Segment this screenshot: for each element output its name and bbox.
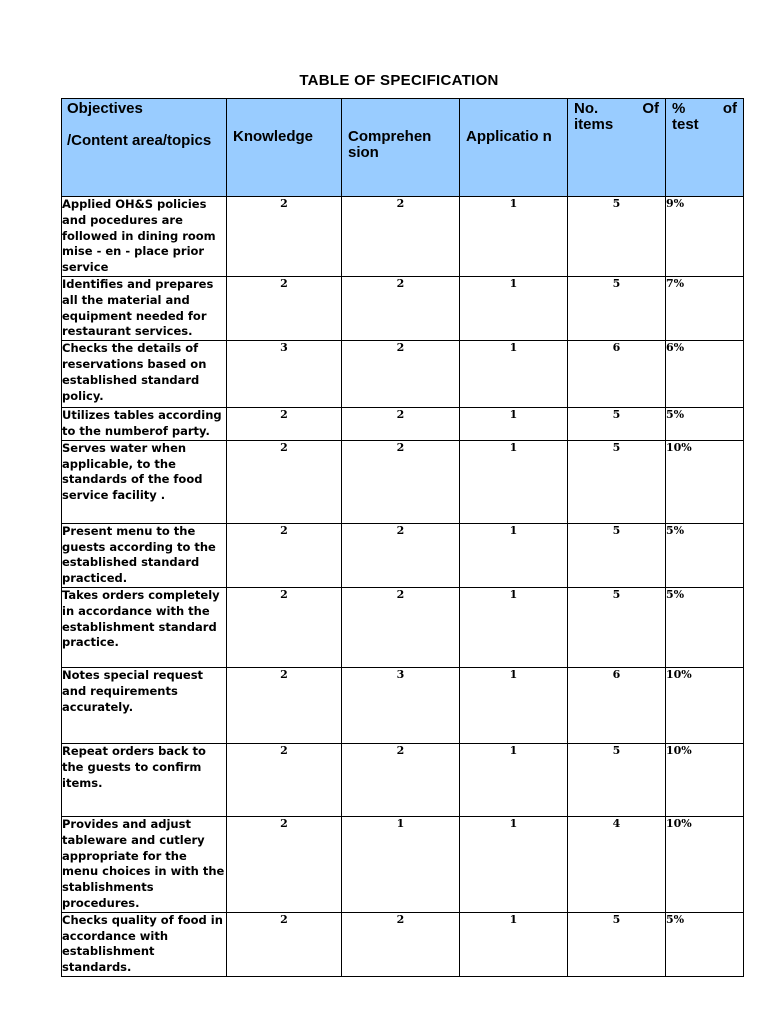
- application-cell: 1: [460, 743, 568, 816]
- percent-cell: 5%: [666, 587, 744, 667]
- comprehension-cell: 2: [342, 408, 460, 441]
- items-cell: 5: [568, 276, 666, 340]
- table-row: [62, 440, 744, 523]
- comprehension-cell: 2: [342, 341, 460, 408]
- header-no-of-items: [568, 99, 666, 197]
- application-cell: 1: [460, 276, 568, 340]
- knowledge-cell: 3: [227, 341, 342, 408]
- application-cell: 1: [460, 587, 568, 667]
- objective-cell: Checks quality of food in accordance with establishment standards.: [62, 912, 227, 976]
- items-cell: 5: [568, 523, 666, 587]
- percent-cell: 10%: [666, 816, 744, 912]
- items-cell: 5: [568, 197, 666, 277]
- application-cell: 1: [460, 523, 568, 587]
- comprehension-cell: 2: [342, 276, 460, 340]
- knowledge-cell: 2: [227, 440, 342, 523]
- header-knowledge: Knowledge: [227, 99, 342, 197]
- comprehension-cell: 2: [342, 197, 460, 277]
- percent-cell: 10%: [666, 743, 744, 816]
- knowledge-cell: 2: [227, 743, 342, 816]
- page-title: TABLE OF SPECIFICATION: [299, 72, 499, 89]
- header-row: [62, 99, 744, 197]
- percent-cell: 9%: [666, 197, 744, 277]
- comprehension-cell: 1: [342, 816, 460, 912]
- percent-cell: 5%: [666, 408, 744, 441]
- objective-cell: Present menu to the guests according to the established standard practiced.: [62, 523, 227, 587]
- application-cell: 1: [460, 816, 568, 912]
- header-objectives-line2: /Content area/topics: [67, 132, 212, 149]
- application-cell: 1: [460, 197, 568, 277]
- items-cell: 5: [568, 587, 666, 667]
- table-row: [62, 523, 744, 587]
- items-cell: 5: [568, 743, 666, 816]
- table-row: [62, 912, 744, 976]
- percent-cell: 10%: [666, 667, 744, 743]
- objective-cell: Checks the details of reservations based on established standard policy.: [62, 341, 227, 408]
- objective-cell: Provides and adjust tableware and cutlery appropriate for the menu choices in with the stablishments procedures.: [62, 816, 227, 912]
- items-cell: 5: [568, 440, 666, 523]
- comprehension-cell: 3: [342, 667, 460, 743]
- application-cell: 1: [460, 408, 568, 441]
- header-pct-c: test: [672, 116, 699, 133]
- objective-cell: Identifies and prepares all the material and equipment needed for restaurant services.: [62, 276, 227, 340]
- table-row: [62, 276, 744, 340]
- percent-cell: 5%: [666, 523, 744, 587]
- header-comprehension: Comprehen sion: [342, 99, 460, 197]
- knowledge-cell: 2: [227, 667, 342, 743]
- comprehension-cell: 2: [342, 523, 460, 587]
- knowledge-cell: 2: [227, 276, 342, 340]
- items-cell: 6: [568, 667, 666, 743]
- percent-cell: 6%: [666, 341, 744, 408]
- application-cell: 1: [460, 440, 568, 523]
- percent-cell: 10%: [666, 440, 744, 523]
- header-pct-a: %: [672, 100, 686, 117]
- knowledge-cell: 2: [227, 197, 342, 277]
- application-cell: 1: [460, 912, 568, 976]
- table-row: [62, 667, 744, 743]
- header-objectives: [62, 99, 227, 197]
- knowledge-cell: 2: [227, 816, 342, 912]
- table-row: [62, 816, 744, 912]
- header-percent-of-test: [666, 99, 744, 197]
- header-pct-b: of: [722, 100, 737, 117]
- header-objectives-line1: Objectives: [67, 100, 143, 117]
- header-items-c: items: [574, 116, 614, 133]
- items-cell: 6: [568, 341, 666, 408]
- objective-cell: Repeat orders back to the guests to confirm items.: [62, 743, 227, 816]
- table-row: [62, 197, 744, 277]
- table-row: [62, 341, 744, 408]
- knowledge-cell: 2: [227, 587, 342, 667]
- items-cell: 5: [568, 912, 666, 976]
- comprehension-cell: 2: [342, 912, 460, 976]
- table-row: [62, 587, 744, 667]
- application-cell: 1: [460, 667, 568, 743]
- knowledge-cell: 2: [227, 912, 342, 976]
- table-row: [62, 408, 744, 441]
- header-items-b: Of: [642, 100, 659, 117]
- percent-cell: 5%: [666, 912, 744, 976]
- knowledge-cell: 2: [227, 408, 342, 441]
- objective-cell: Utilizes tables according to the numberof party.: [62, 408, 227, 441]
- table-row: [62, 743, 744, 816]
- header-application: Applicatio n: [460, 99, 568, 197]
- comprehension-cell: 2: [342, 587, 460, 667]
- header-items-a: No.: [574, 100, 599, 117]
- comprehension-cell: 2: [342, 743, 460, 816]
- knowledge-cell: 2: [227, 523, 342, 587]
- objective-cell: Notes special request and requirements accurately.: [62, 667, 227, 743]
- objective-cell: Applied OH&S policies and pocedures are followed in dining room mise - en - place prior service: [62, 197, 227, 277]
- comprehension-cell: 2: [342, 440, 460, 523]
- percent-cell: 7%: [666, 276, 744, 340]
- items-cell: 5: [568, 408, 666, 441]
- application-cell: 1: [460, 341, 568, 408]
- items-cell: 4: [568, 816, 666, 912]
- specification-table: [61, 98, 744, 977]
- objective-cell: Serves water when applicable, to the standards of the food service facility .: [62, 440, 227, 523]
- objective-cell: Takes orders completely in accordance with the establishment standard practice.: [62, 587, 227, 667]
